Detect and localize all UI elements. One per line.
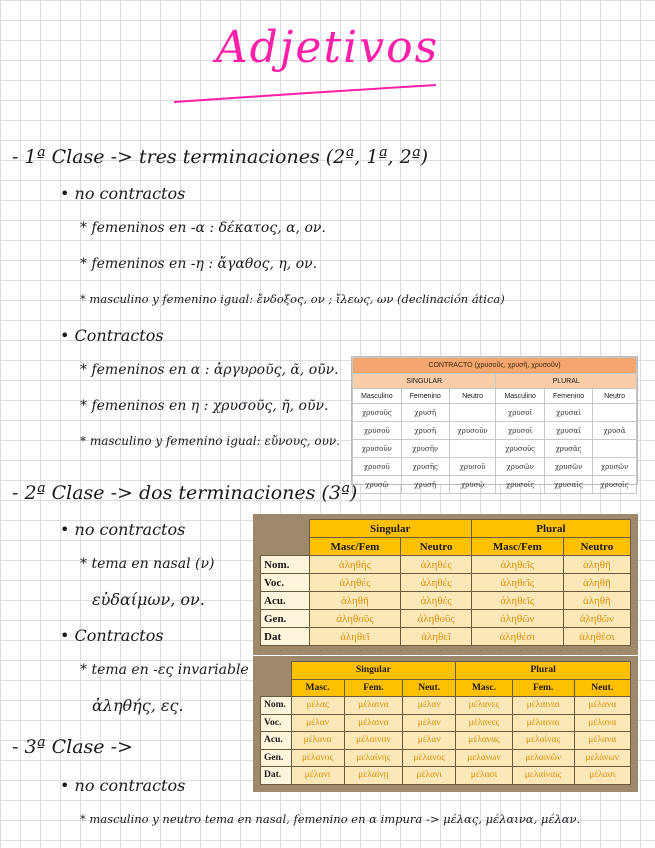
table-cell: χρυσῷ	[353, 476, 402, 494]
table-cell: χρυσοῦ	[353, 458, 402, 476]
table-row	[261, 592, 631, 610]
c1-nc-item-1: * femeninos en -α : δέκατος, α, ον.	[80, 220, 326, 236]
table-cell	[449, 404, 496, 422]
table-cell: ἀληθεῖ	[309, 628, 401, 646]
table-cell	[593, 404, 637, 422]
table-cell: μέλανα	[574, 697, 630, 715]
case-label: Dat.	[261, 767, 292, 785]
table-cell: μέλας	[291, 697, 344, 715]
table-cell: μέλανι	[291, 767, 344, 785]
alethes-group-singular: Singular	[309, 520, 471, 538]
contracto-caption: CONTRACTO (χρυσοῦς, χρυσῆ, χρυσοῦν)	[353, 358, 637, 374]
table-cell: χρυσῆς	[401, 458, 449, 476]
table-cell: μέλανος	[291, 749, 344, 767]
title-underline	[170, 82, 440, 106]
table-cell: χρυσοῦν	[449, 422, 496, 440]
table-cell: χρυσοῦν	[353, 440, 402, 458]
table-row	[261, 610, 631, 628]
table-row	[261, 556, 631, 574]
heading-clase-3: - 3ª Clase ->	[12, 736, 133, 758]
table-cell: χρυσῆν	[401, 440, 449, 458]
melas-header: Fem.	[344, 679, 403, 697]
table-row	[261, 628, 631, 646]
table-cell: ἀληθές	[401, 574, 472, 592]
table-cell: ἀληθεῖς	[471, 556, 563, 574]
c1-nc-item-2: * femeninos en -η : ἄγαθος, η, ον.	[80, 256, 318, 272]
table-cell: μέλανι	[403, 767, 456, 785]
table-row	[261, 574, 631, 592]
table-cell: μέλανας	[456, 732, 512, 750]
case-label: Gen.	[261, 610, 310, 628]
table-cell: χρυσῷ	[449, 476, 496, 494]
melas-header: Neut.	[403, 679, 456, 697]
table-cell: χρυσῇ	[401, 476, 449, 494]
table-cell: χρυσοῦ	[449, 458, 496, 476]
table-cell: ἀληθῆ	[309, 592, 401, 610]
c3-nc-item-1: * masculino y neutro tema en nasal, femenino en α impura -> μέλας, μέλαινα, μέλαν.	[80, 812, 581, 826]
table-cell: μέλανα	[574, 714, 630, 732]
table-cell: χρυσαῖς	[545, 476, 593, 494]
table-cell: μελαίνας	[512, 732, 574, 750]
table-cell: ἀληθῆ	[563, 556, 630, 574]
table-cell: μέλασι	[456, 767, 512, 785]
table-cell: μέλαιναι	[512, 697, 574, 715]
table-cell: ἀληθέσι	[471, 628, 563, 646]
heading-clase-1: - 1ª Clase -> tres terminaciones (2ª, 1ª, 2ª)	[12, 146, 429, 168]
table-cell: ἀληθεῖς	[471, 574, 563, 592]
table-cell: χρυσοῦς	[353, 404, 402, 422]
table-cell: ἀληθῆ	[563, 592, 630, 610]
table-cell: ἀληθῆ	[563, 574, 630, 592]
contracto-header: Femenino	[401, 389, 449, 404]
table-cell: χρυσᾶ	[593, 422, 637, 440]
table-cell: μελαίνης	[344, 749, 403, 767]
c1-nc-item-3: * masculino y femenino igual: ἔνδοξος, ον ; ἴλεως, ων (declinación ática)	[80, 292, 505, 306]
alethes-table	[253, 514, 638, 655]
case-label: Dat	[261, 628, 310, 646]
c2-nc-item-1: * tema en nasal (ν)	[80, 556, 215, 572]
alethes-header: Neutro	[563, 538, 630, 556]
table-cell: χρυσοῖς	[593, 476, 637, 494]
table-row	[261, 732, 631, 750]
table-row	[353, 458, 637, 476]
table-cell: χρυσῶν	[496, 458, 545, 476]
case-label: Voc.	[261, 574, 310, 592]
c2-c-example: ἀληθής, ες.	[92, 696, 184, 715]
table-cell	[449, 440, 496, 458]
melas-table	[253, 656, 638, 792]
table-cell: χρυσοῖς	[496, 476, 545, 494]
c2-nc-example: εὐδαίμων, ον.	[92, 590, 205, 609]
table-cell: μελαίνῃ	[344, 767, 403, 785]
table-cell: μέλανος	[403, 749, 456, 767]
table-cell: μέλαιναι	[512, 714, 574, 732]
table-cell: μέλαιναν	[344, 732, 403, 750]
table-cell: μέλασι	[574, 767, 630, 785]
table-cell: ἀληθοῦς	[401, 610, 472, 628]
table-row	[261, 767, 631, 785]
contracto-header: Femenino	[545, 389, 593, 404]
table-cell: μέλαν	[291, 714, 344, 732]
table-cell	[593, 440, 637, 458]
table-cell: χρυσοῖ	[496, 404, 545, 422]
alethes-header: Masc/Fem	[309, 538, 401, 556]
case-label: Nom.	[261, 556, 310, 574]
c3-no-contractos: • no contractos	[60, 776, 186, 795]
table-cell: χρυσῆ	[401, 404, 449, 422]
melas-header: Neut.	[574, 679, 630, 697]
table-cell: ἀληθῶν	[471, 610, 563, 628]
page-title: Adjetivos	[215, 22, 440, 73]
table-cell: χρυσοῖ	[496, 422, 545, 440]
table-row	[353, 440, 637, 458]
c2-no-contractos: • no contractos	[60, 520, 186, 539]
contracto-header: Neutro	[593, 389, 637, 404]
table-cell: ἀληθεῖ	[401, 628, 472, 646]
table-cell: ἀληθεῖς	[471, 592, 563, 610]
table-cell: χρυσῆ	[401, 422, 449, 440]
table-row	[261, 749, 631, 767]
case-label: Voc.	[261, 714, 292, 732]
alethes-header: Neutro	[401, 538, 472, 556]
c2-c-item-1: * tema en -ες invariable	[80, 662, 249, 678]
table-cell: μελαινῶν	[512, 749, 574, 767]
table-cell: ἀληθές	[401, 556, 472, 574]
table-cell: ἀληθές	[401, 592, 472, 610]
contracto-table	[352, 357, 637, 489]
table-cell: ἀληθής	[309, 556, 401, 574]
table-cell: μέλαν	[403, 714, 456, 732]
table-cell: μελάνων	[574, 749, 630, 767]
table-cell: χρυσῶν	[545, 458, 593, 476]
heading-clase-2: - 2ª Clase -> dos terminaciones (3ª)	[12, 482, 358, 504]
table-cell: ἀληθέσι	[563, 628, 630, 646]
c1-contractos: • Contractos	[60, 326, 164, 345]
table-row	[261, 697, 631, 715]
table-cell: μέλαινα	[344, 697, 403, 715]
table-cell: μέλανα	[291, 732, 344, 750]
table-cell: μέλανα	[574, 732, 630, 750]
table-cell: μέλανες	[456, 697, 512, 715]
case-label: Acu.	[261, 732, 292, 750]
c1-c-item-3: * masculino y femenino igual: εὔνους, ουν.	[80, 434, 340, 448]
table-cell: ἀληθές	[309, 574, 401, 592]
contracto-group-singular: SINGULAR	[353, 374, 496, 389]
table-cell: χρυσοῦ	[353, 422, 402, 440]
melas-header: Masc.	[291, 679, 344, 697]
table-cell: μελαίναις	[512, 767, 574, 785]
melas-group-singular: Singular	[291, 662, 456, 680]
table-row	[353, 404, 637, 422]
table-cell: ἀληθοῦς	[309, 610, 401, 628]
table-cell: μέλαν	[403, 732, 456, 750]
table-cell: μελάνων	[456, 749, 512, 767]
table-cell: χρυσῶν	[593, 458, 637, 476]
table-row	[353, 422, 637, 440]
c1-no-contractos: • no contractos	[60, 184, 186, 203]
melas-group-plural: Plural	[456, 662, 631, 680]
table-cell: μέλανες	[456, 714, 512, 732]
case-label: Gen.	[261, 749, 292, 767]
table-row	[353, 476, 637, 494]
table-cell: μέλαν	[403, 697, 456, 715]
table-cell: μέλαινα	[344, 714, 403, 732]
contracto-group-plural: PLURAL	[496, 374, 637, 389]
contracto-header: Masculino	[353, 389, 402, 404]
c2-contractos: • Contractos	[60, 626, 164, 645]
melas-header: Masc.	[456, 679, 512, 697]
case-label: Acu.	[261, 592, 310, 610]
table-cell: χρυσοῦς	[496, 440, 545, 458]
table-cell: ἀληθῶν	[563, 610, 630, 628]
table-cell: χρυσαῖ	[545, 422, 593, 440]
alethes-group-plural: Plural	[471, 520, 630, 538]
c1-c-item-2: * femeninos en η : χρυσοῦς, ῆ, οῦν.	[80, 398, 329, 414]
table-cell: χρυσαῖ	[545, 404, 593, 422]
case-label: Nom.	[261, 697, 292, 715]
melas-header: Fem.	[512, 679, 574, 697]
table-cell: χρυσᾶς	[545, 440, 593, 458]
alethes-header: Masc/Fem	[471, 538, 563, 556]
contracto-header: Neutro	[449, 389, 496, 404]
table-row	[261, 714, 631, 732]
c1-c-item-1: * femeninos en α : ἀργυροῦς, ᾶ, οῦν.	[80, 362, 339, 378]
contracto-header: Masculino	[496, 389, 545, 404]
